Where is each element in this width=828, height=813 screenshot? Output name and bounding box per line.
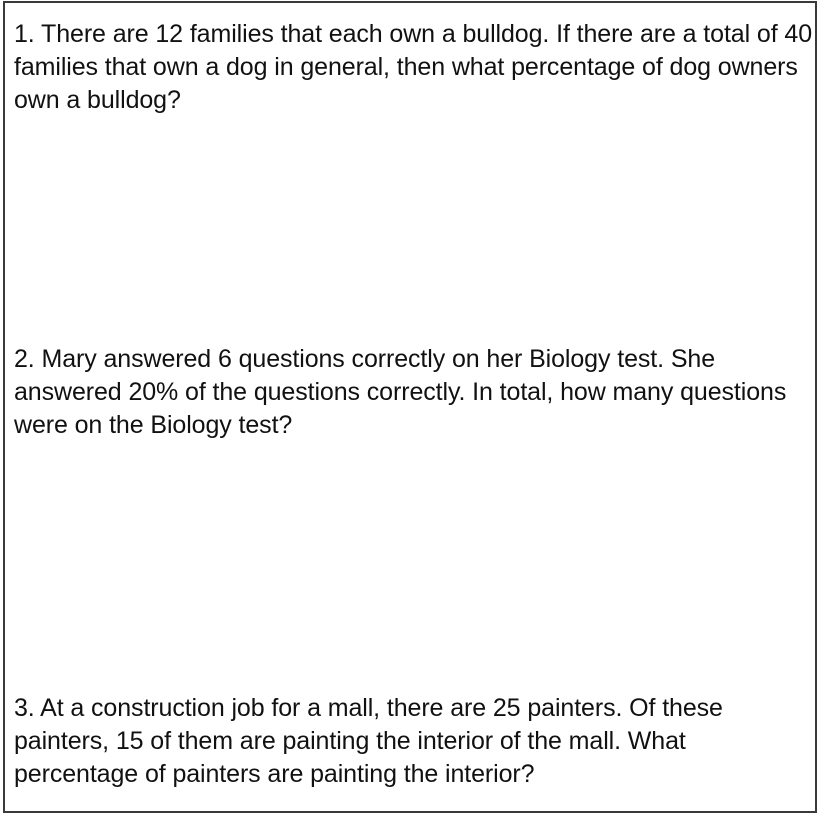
question-3: 3. At a construction job for a mall, there are 25 painters. Of these painters, 15 of them are painting the interior of the mall. What percentage of painters are painting the interior?: [14, 694, 723, 788]
worksheet-panel: [3, 1, 817, 813]
question-1: 1. There are 12 families that each own a bulldog. If there are a total of 40 families that own a dog in general, then what percentage of dog owners own a bulldog?: [14, 20, 812, 114]
question-2: 2. Mary answered 6 questions correctly on her Biology test. She answered 20% of the questions correctly. In total, how many questions were on the Biology test?: [14, 345, 787, 439]
